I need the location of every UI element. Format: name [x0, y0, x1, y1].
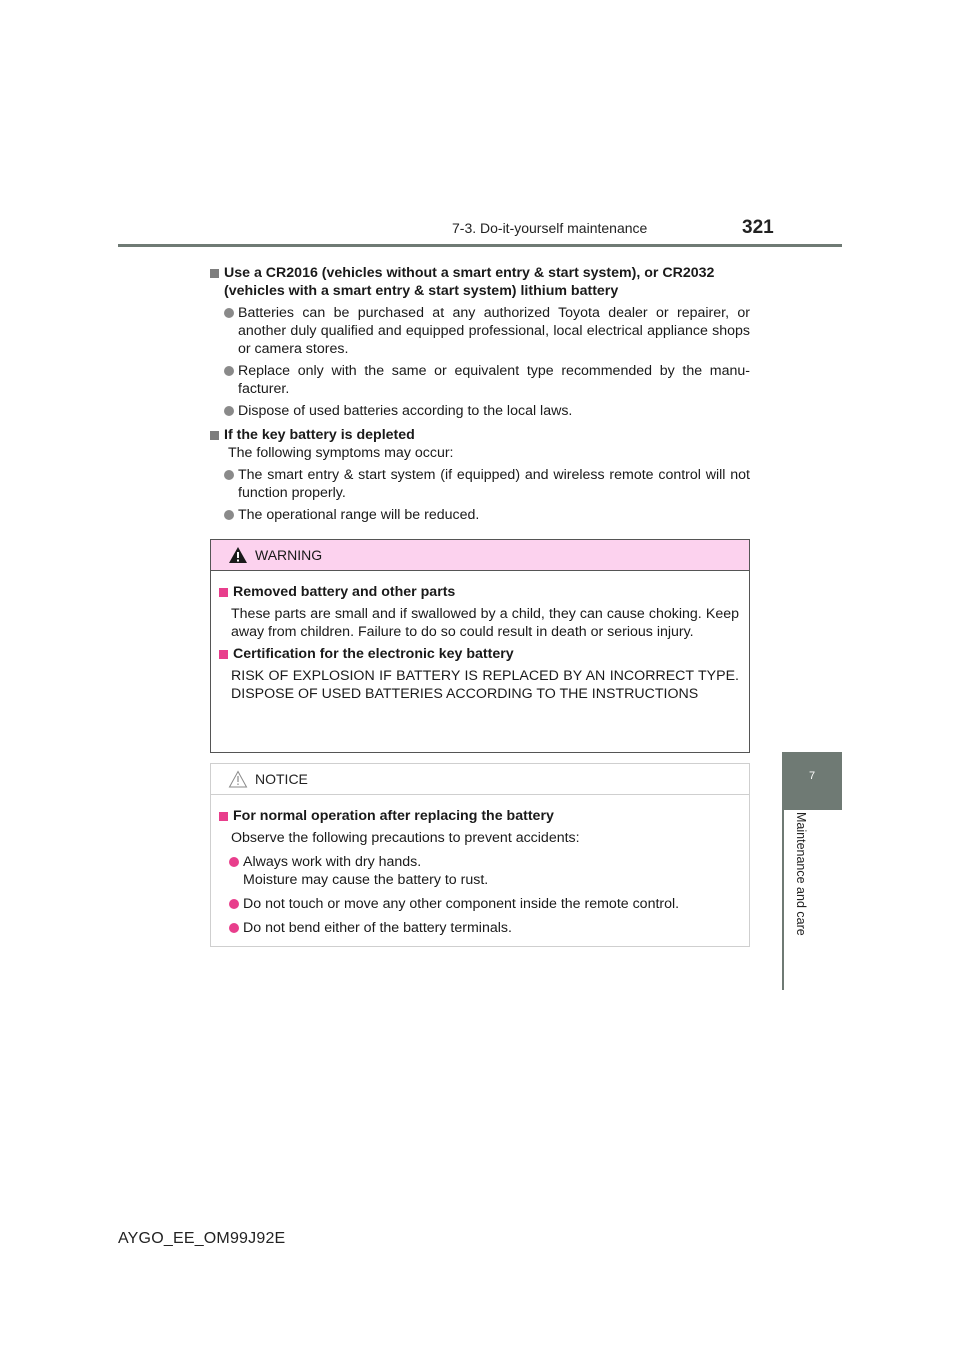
- warning-title: WARNING: [255, 547, 323, 563]
- page-number: 321: [742, 217, 774, 238]
- list-item: The operational range will be reduced.: [210, 506, 750, 524]
- warning-body: [211, 571, 749, 713]
- notice-intro: Observe the following precautions to prevent accidents:: [231, 830, 580, 846]
- notice-box-header: [211, 764, 749, 795]
- list-item: The smart entry & start system (if equipped) and wireless remote control will not function properly.: [210, 466, 750, 502]
- notice-triangle-icon: [228, 770, 248, 788]
- list-item: Do not touch or move any other component inside the remote control.: [219, 895, 739, 913]
- header-section-title: 7-3. Do-it-yourself maintenance: [452, 220, 648, 236]
- chapter-tab: [782, 752, 842, 810]
- section-heading: Use a CR2016 (vehicles without a smart entry & start system), or CR2032 (vehicles with a smart entry & start system) lithium battery: [210, 264, 750, 300]
- section-intro: The following symptoms may occur:: [228, 445, 454, 461]
- list-item-line: Always work with dry hands.: [243, 854, 422, 870]
- warning-heading: Removed battery and other parts: [219, 583, 739, 601]
- warning-triangle-icon: [228, 546, 248, 564]
- document-code: AYGO_EE_OM99J92E: [118, 1230, 286, 1247]
- main-content: [210, 264, 750, 524]
- header-rule: [118, 244, 842, 247]
- list-item: Do not bend either of the battery terminals.: [219, 919, 739, 937]
- notice-box: [210, 763, 750, 947]
- notice-heading: For normal operation after replacing the battery: [219, 807, 739, 825]
- chapter-title: Maintenance and care: [794, 812, 808, 936]
- section-heading: If the key battery is depleted: [210, 426, 750, 444]
- list-item: [219, 853, 739, 889]
- warning-text: RISK OF EXPLOSION IF BATTERY IS REPLACED BY AN INCORRECT TYPE. DISPOSE OF USED BATTERIES ACCORDING TO THE INSTRUCTIONS: [231, 668, 739, 702]
- warning-box-header: [211, 540, 749, 571]
- chapter-number: 7: [808, 770, 816, 782]
- list-item: Batteries can be purchased at any authorized Toyota dealer or repairer, or another duly qualified and equipped professional, local electrical appliance shops or camera stores.: [210, 304, 750, 358]
- notice-title: NOTICE: [255, 771, 308, 787]
- warning-text: These parts are small and if swallowed by a child, they can cause choking. Keep away from children. Failure to do so could result in death or serious injury.: [231, 606, 739, 640]
- warning-heading: Certification for the electronic key battery: [219, 645, 739, 663]
- warning-box: [210, 539, 750, 753]
- list-item: Replace only with the same or equivalent type recommended by the manu-facturer.: [210, 362, 750, 398]
- list-item: Dispose of used batteries according to the local laws.: [210, 402, 750, 420]
- list-item-line: Moisture may cause the battery to rust.: [243, 872, 489, 888]
- chapter-tab-line: [782, 810, 842, 990]
- notice-body: [211, 795, 749, 947]
